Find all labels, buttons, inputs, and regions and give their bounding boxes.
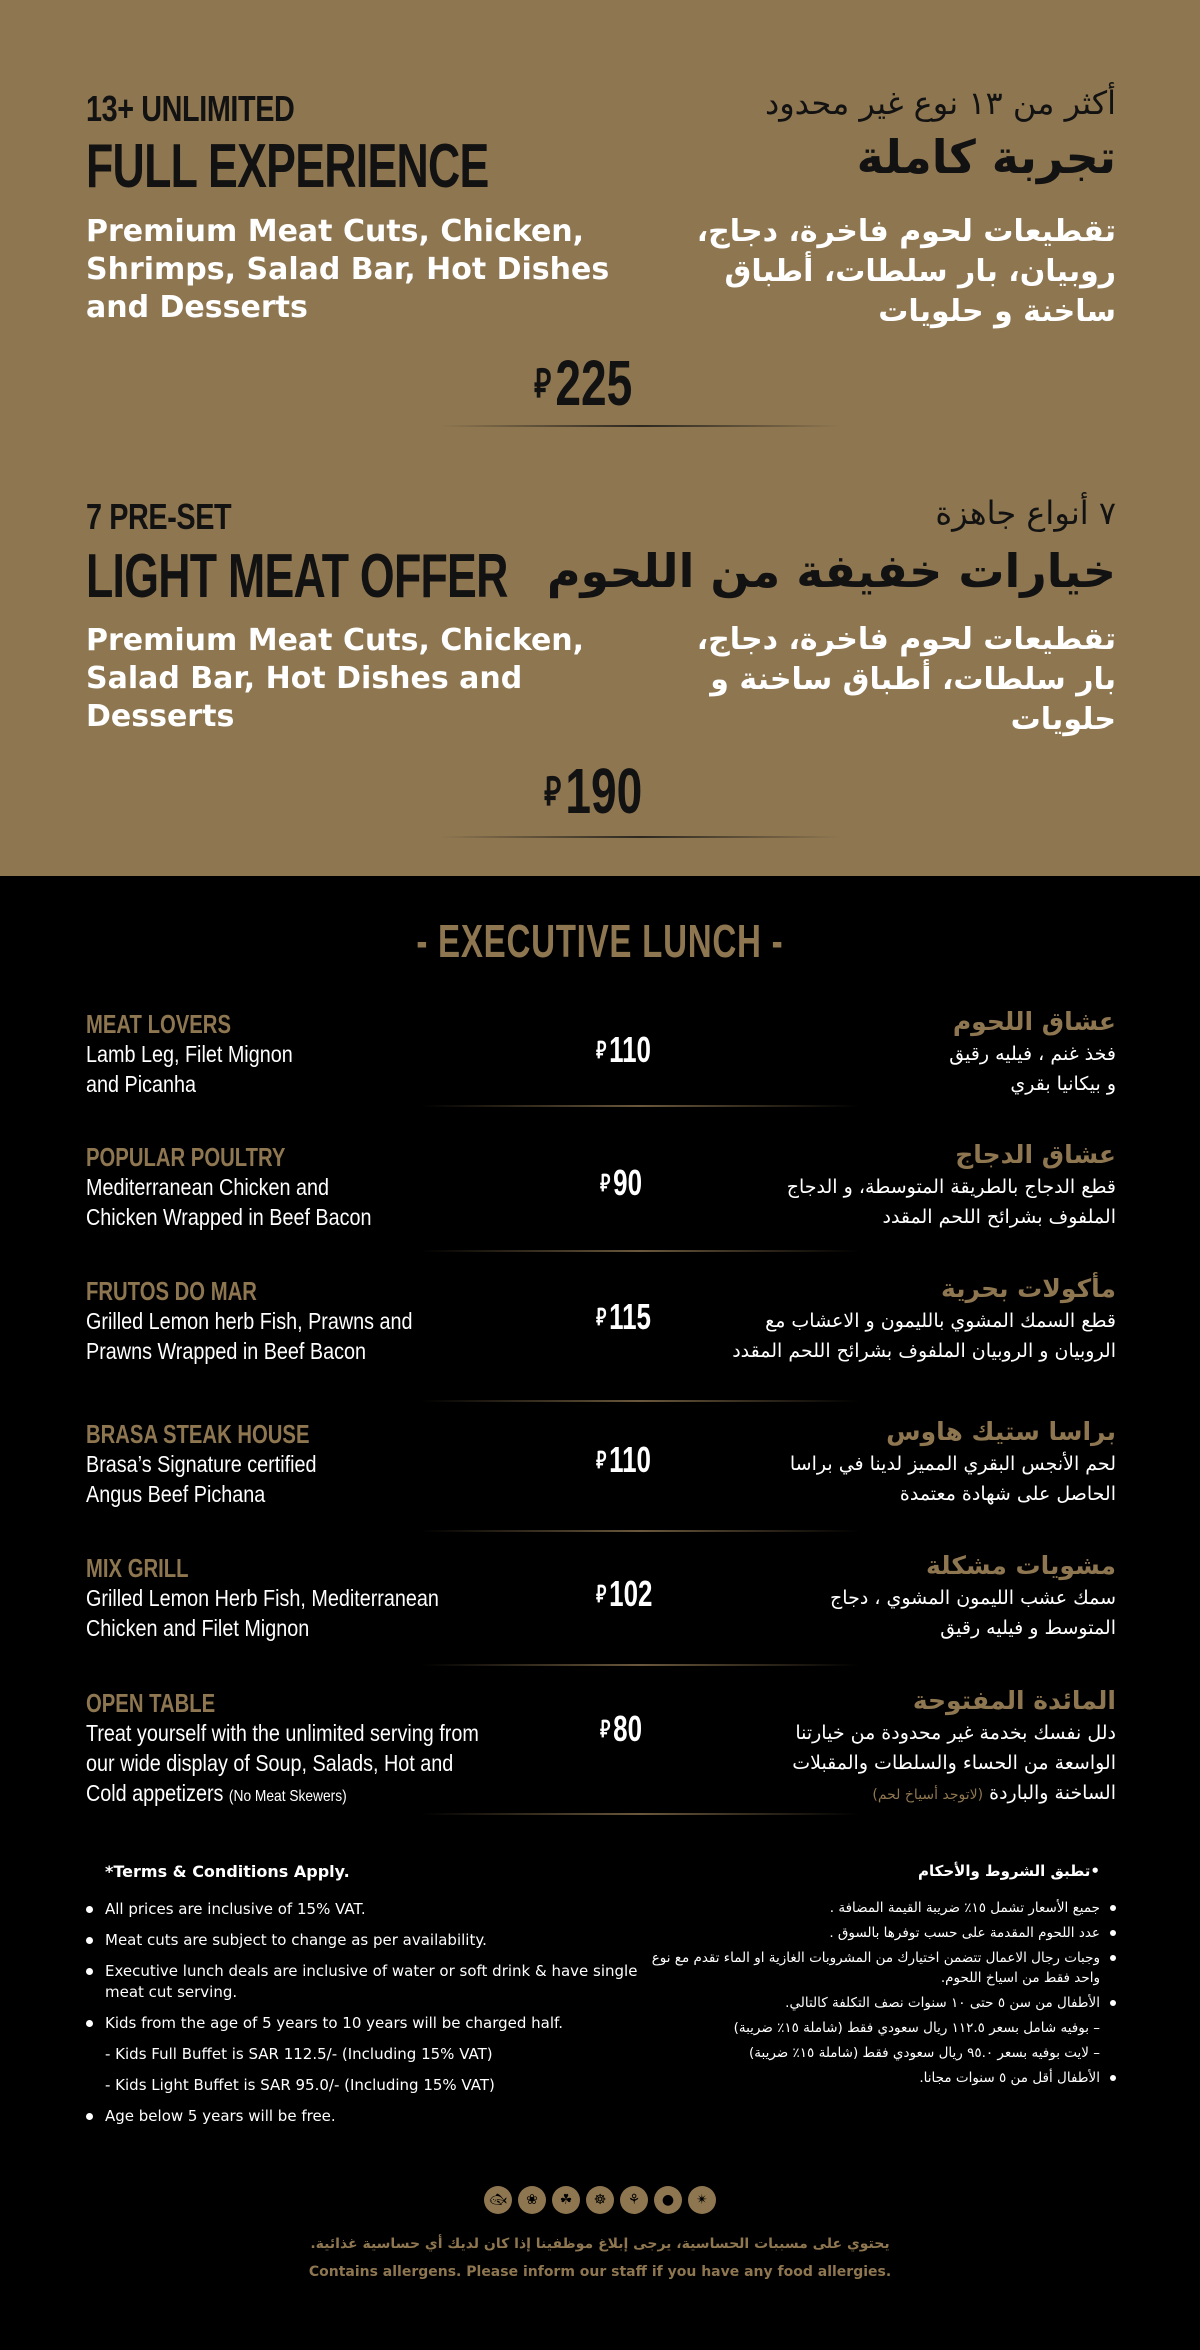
divider — [440, 836, 840, 838]
item-description-ar: قطع السمك المشوي بالليمون و الاعشاب مع الروبيان و الروبيان الملفوف بشرائح اللحم المقدد — [732, 1310, 1116, 1362]
terms-item: وجبات رجال الاعمال تتضمن اختيارك من المشروبات الغازية او الماء تقدم مع نوع واحد فقط من اسياخ اللحوم. — [646, 1948, 1116, 1988]
riyal-icon: ⃁ — [596, 1581, 607, 1608]
riyal-icon: ⃁ — [534, 362, 552, 406]
milk-allergen-icon: ☸ — [586, 2186, 614, 2214]
riyal-icon: ⃁ — [600, 1170, 611, 1197]
egg-allergen-icon: ● — [654, 2186, 682, 2214]
terms-item: Executive lunch deals are inclusive of water or soft drink & have single meat cut serving. — [86, 1961, 646, 2003]
item-description-en: Treat yourself with the unlimited serving from our wide display of Soup, Salads, Hot and Cold appetizers (No Meat Skewers) — [86, 1720, 479, 1806]
offer-title-ar: تجربة كاملة — [856, 130, 1116, 184]
offer-subtitle-en: 7 PRE-SET — [86, 496, 232, 537]
item-name-en: FRUTOS DO MAR — [86, 1276, 257, 1306]
riyal-icon: ⃁ — [544, 770, 562, 814]
wheat-allergen-icon: ⚘ — [620, 2186, 648, 2214]
terms-list — [646, 1898, 1116, 2088]
offer-subtitle-en: 13+ UNLIMITED — [86, 88, 295, 129]
terms-item: – بوفيه شامل بسعر ١١٢.٥ ريال سعودي فقط (شاملة ١٥٪ ضريبة) — [733, 2020, 1100, 2036]
offer-price: ⃁225 — [534, 347, 633, 419]
riyal-icon: ⃁ — [600, 1716, 611, 1743]
allergen-notice-ar: يحتوي على مسببات الحساسية، يرجى إبلاغ موظفينا إذا كان لديك أي حساسية غذائية. — [310, 2236, 890, 2252]
item-name-ar: عشاق الدجاج — [955, 1140, 1116, 1169]
item-description-en: Lamb Leg, Filet Mignon and Picanha — [86, 1041, 293, 1097]
item-description-en: Grilled Lemon Herb Fish, Mediterranean Chicken and Filet Mignon — [86, 1585, 439, 1641]
terms-item: Meat cuts are subject to change as per availability. — [86, 1930, 646, 1951]
riyal-icon: ⃁ — [596, 1304, 607, 1331]
item-price: ⃁102 — [596, 1573, 653, 1614]
terms-item: All prices are inclusive of 15% VAT. — [86, 1899, 646, 1920]
item-description-en: Mediterranean Chicken and Chicken Wrapped in Beef Bacon — [86, 1174, 372, 1230]
item-name-ar: عشاق اللحوم — [952, 1007, 1116, 1036]
item-description-ar: سمك عشب الليمون المشوي ، دجاج المتوسط و فيليه رقيق — [830, 1587, 1116, 1639]
fish-allergen-icon: 🐟︎ — [484, 2186, 512, 2214]
item-description-ar: فخذ غنم ، فيليه رقيق و بيكانيا بقري — [949, 1043, 1116, 1095]
offer-title-en: LIGHT MEAT OFFER — [86, 542, 508, 611]
riyal-icon: ⃁ — [596, 1447, 607, 1474]
item-name-ar: مشويات مشكلة — [925, 1551, 1116, 1580]
crustacean-allergen-icon: ❀ — [518, 2186, 546, 2214]
offer-title-ar: خيارات خفيفة من اللحوم — [546, 544, 1116, 598]
item-description-en: Brasa’s Signature certified Angus Beef Pichana — [86, 1451, 317, 1507]
item-description-ar: قطع الدجاج بالطريقة المتوسطة، و الدجاج الملفوف بشرائح اللحم المقدد — [786, 1176, 1116, 1228]
executive-lunch-title: - EXECUTIVE LUNCH - — [416, 915, 784, 967]
item-name-en: BRASA STEAK HOUSE — [86, 1419, 310, 1449]
terms-item: Kids from the age of 5 years to 10 years will be charged half. — [86, 2013, 646, 2034]
terms-heading: •تطبق الشروط والأحكام — [918, 1862, 1100, 1880]
item-description-ar: دلل نفسك بخدمة غير محدودة من خيارتنا الواسعة من الحساء والسلطات والمقبلات الساخنة والباردة (لاتوجد أسياخ لحم) — [792, 1722, 1116, 1804]
item-name-ar: المائدة المفتوحة — [912, 1686, 1116, 1715]
riyal-icon: ⃁ — [596, 1037, 607, 1064]
item-name-en: OPEN TABLE — [86, 1688, 216, 1718]
item-name-ar: براسا ستيك هاوس — [886, 1417, 1116, 1446]
allergen-notice-en: Contains allergens. Please inform our staff if you have any food allergies. — [308, 2264, 892, 2280]
item-description-ar: لحم الأنجس البقري المميز لدينا في براسا الحاصل على شهادة معتمدة — [789, 1453, 1116, 1505]
divider — [440, 425, 840, 427]
item-name-ar: مأكولات بحرية — [940, 1274, 1116, 1303]
allergen-icons — [0, 2186, 1200, 2214]
terms-item: - Kids Light Buffet is SAR 95.0/- (Including 15% VAT) — [105, 2076, 495, 2094]
terms-heading: *Terms & Conditions Apply. — [105, 1862, 350, 1881]
offer-title-en: FULL EXPERIENCE — [86, 132, 489, 201]
offers-section — [0, 0, 1200, 876]
terms-english — [86, 1862, 646, 2137]
item-name-en: POPULAR POULTRY — [86, 1142, 286, 1172]
item-price: ⃁90 — [600, 1162, 642, 1203]
offer-price: ⃁190 — [544, 755, 643, 827]
offer-subtitle-ar: أكثر من ١٣ نوع غير محدود — [764, 84, 1116, 122]
item-description-en: Grilled Lemon herb Fish, Prawns and Prawns Wrapped in Beef Bacon — [86, 1308, 413, 1364]
divider — [420, 1664, 860, 1666]
terms-item: الأطفال من سن ٥ حتى ١٠ سنوات نصف التكلفة كالتالي. — [646, 1993, 1116, 2013]
terms-list — [86, 1899, 646, 2127]
item-price: ⃁115 — [596, 1296, 651, 1337]
offer-description-en: Premium Meat Cuts, Chicken, Shrimps, Salad Bar, Hot Dishes and Desserts — [86, 214, 610, 325]
terms-item: – لايت بوفيه بسعر ٩٥.٠ ريال سعودي فقط (شاملة ١٥٪ ضريبة) — [748, 2045, 1100, 2061]
terms-arabic — [646, 1862, 1116, 2093]
divider — [420, 1250, 860, 1252]
divider — [420, 1105, 860, 1107]
offer-description-en: Premium Meat Cuts, Chicken, Salad Bar, Hot Dishes and Desserts — [86, 623, 585, 734]
divider — [420, 1530, 860, 1532]
terms-item: عدد اللحوم المقدمة على حسب توفرها بالسوق . — [646, 1923, 1116, 1943]
terms-item: جميع الأسعار تشمل ١٥٪ ضريبة القيمة المضافة . — [646, 1898, 1116, 1918]
item-name-en: MEAT LOVERS — [86, 1009, 231, 1039]
soy-allergen-icon: ☘ — [552, 2186, 580, 2214]
offer-description-ar: تقطيعات لحوم فاخرة، دجاج، بار سلطات، أطباق ساخنة و حلويات — [696, 622, 1116, 737]
divider — [420, 1813, 860, 1815]
offer-subtitle-ar: ٧ أنواع جاهزة — [935, 494, 1116, 532]
item-price: ⃁110 — [596, 1439, 651, 1480]
item-price: ⃁80 — [600, 1708, 642, 1749]
divider — [420, 1400, 860, 1402]
terms-item: الأطفال أقل من ٥ سنوات مجانا. — [646, 2068, 1116, 2088]
nuts-allergen-icon: ✴ — [688, 2186, 716, 2214]
item-name-en: MIX GRILL — [86, 1553, 189, 1583]
terms-item: - Kids Full Buffet is SAR 112.5/- (Including 15% VAT) — [105, 2045, 493, 2063]
terms-item: Age below 5 years will be free. — [86, 2106, 646, 2127]
offer-description-ar: تقطيعات لحوم فاخرة، دجاج، روبيان، بار سلطات، أطباق ساخنة و حلويات — [696, 214, 1116, 329]
item-price: ⃁110 — [596, 1029, 651, 1070]
